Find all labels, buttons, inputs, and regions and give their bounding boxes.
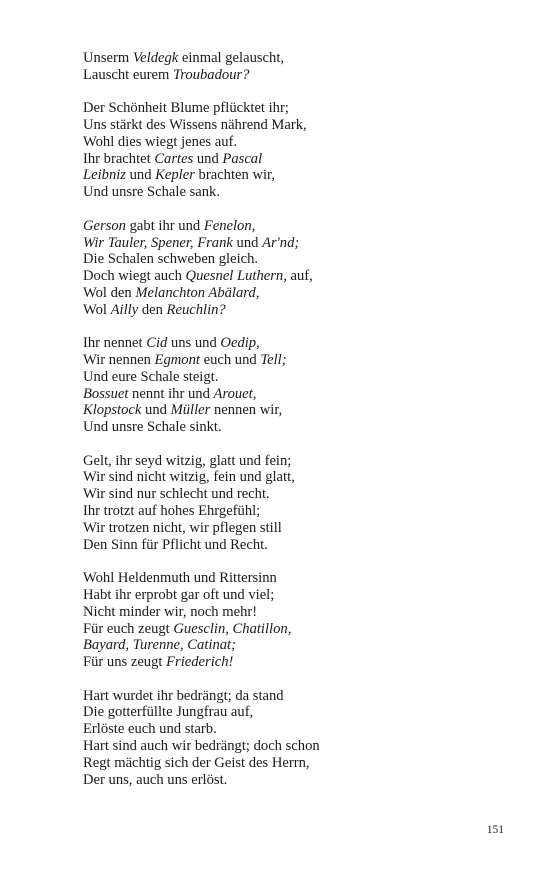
line-text: Wol den: [83, 284, 136, 301]
poem-line: [83, 402, 523, 419]
italic-text: Oedip,: [220, 335, 260, 352]
line-text: Ihr trotzt auf hohes Ehrgefühl;: [83, 503, 261, 520]
italic-text: Leibniz: [83, 167, 126, 184]
stanza: [83, 100, 523, 201]
italic-text: Ar'nd;: [262, 234, 300, 251]
stanza: [83, 570, 523, 671]
poem-line: [83, 302, 523, 319]
line-text: Habt ihr erprobt gar oft und viel;: [83, 586, 275, 603]
line-text: und: [232, 234, 263, 251]
stanza: [83, 688, 523, 789]
italic-text: Melanchton Abälard,: [135, 284, 260, 301]
line-text: und: [141, 402, 171, 419]
poem-line: [83, 704, 523, 721]
line-text: Wol: [83, 301, 111, 318]
poem: [83, 50, 523, 805]
poem-line: [83, 67, 523, 84]
italic-text: Quesnel Luthern,: [185, 268, 287, 285]
poem-line: [83, 218, 523, 235]
poem-line: [83, 285, 523, 302]
italic-text: Klopstock: [83, 402, 142, 419]
poem-line: [83, 235, 523, 252]
poem-line: [83, 386, 523, 403]
line-text: Wohl Heldenmuth und Rittersinn: [83, 570, 277, 587]
line-text: Wir sind nur schlecht und recht.: [83, 486, 270, 503]
poem-line: [83, 352, 523, 369]
italic-text: Wir Tauler, Spener, Frank: [83, 234, 233, 251]
line-text: Wir nennen: [83, 352, 155, 369]
poem-line: [83, 688, 523, 705]
line-text: Wohl dies wiegt jenes auf.: [83, 133, 238, 150]
line-text: Und eure Schale steigt.: [83, 368, 219, 385]
line-text: Und unsre Schale sinkt.: [83, 419, 222, 436]
poem-line: [83, 469, 523, 486]
italic-text: Bayard, Turenne, Catinat;: [83, 637, 236, 654]
line-text: brachten wir,: [194, 167, 275, 184]
line-text: und: [193, 150, 223, 167]
poem-line: [83, 520, 523, 537]
stanza: [83, 218, 523, 319]
italic-text: Veldegk: [132, 50, 179, 66]
italic-text: Guesclin, Chatillon,: [173, 620, 292, 637]
poem-line: [83, 453, 523, 470]
line-text: euch und: [199, 352, 261, 369]
italic-text: Cid: [146, 335, 168, 352]
italic-text: Pascal: [222, 150, 263, 167]
line-text: Der Schönheit Blume pflücktet ihr;: [83, 100, 289, 117]
line-text: den: [138, 301, 167, 318]
line-text: Wir sind nicht witzig, fein und glatt,: [83, 469, 295, 486]
stanza: [83, 50, 523, 84]
poem-line: [83, 50, 523, 67]
italic-text: Gerson: [83, 217, 126, 234]
italic-text: Arouet,: [213, 385, 257, 402]
line-text: Regt mächtig sich der Geist des Herrn,: [83, 754, 310, 771]
italic-text: Bossuet: [83, 385, 129, 402]
italic-text: Fenelon,: [203, 217, 256, 234]
line-text: Die Schalen schweben gleich.: [83, 251, 259, 268]
poem-line: [83, 117, 523, 134]
poem-line: [83, 637, 523, 654]
line-text: Unserm: [83, 50, 133, 66]
line-text: Lauscht eurem: [83, 66, 173, 83]
poem-line: [83, 537, 523, 554]
line-text: Für uns zeugt: [83, 654, 167, 671]
line-text: uns und: [167, 335, 221, 352]
poem-line: [83, 721, 523, 738]
line-text: Der uns, auch uns erlöst.: [83, 771, 228, 788]
line-text: Hart wurdet ihr bedrängt; da stand: [83, 687, 284, 704]
poem-line: [83, 151, 523, 168]
line-text: Und unsre Schale sank.: [83, 184, 220, 201]
line-text: Gelt, ihr seyd witzig, glatt und fein;: [83, 452, 292, 469]
poem-line: [83, 268, 523, 285]
italic-text: Kepler: [155, 167, 195, 184]
italic-text: Müller: [170, 402, 211, 419]
page-number: 151: [486, 824, 504, 836]
line-text: Die gotterfüllte Jungfrau auf,: [83, 704, 254, 721]
poem-line: [83, 738, 523, 755]
italic-text: Tell;: [260, 352, 287, 369]
poem-line: [83, 167, 523, 184]
line-text: Uns stärkt des Wissens nährend Mark,: [83, 117, 307, 134]
italic-text: Troubadour?: [172, 66, 250, 83]
line-text: Doch wiegt auch: [83, 268, 186, 285]
line-text: auf,: [286, 268, 313, 285]
line-text: Erlöste euch und starb.: [83, 721, 217, 738]
poem-line: [83, 134, 523, 151]
line-text: Für euch zeugt: [83, 620, 174, 637]
poem-line: [83, 503, 523, 520]
italic-text: Reuchlin?: [166, 301, 226, 318]
line-text: nennt ihr und: [128, 385, 214, 402]
poem-line: [83, 100, 523, 117]
line-text: gabt ihr und: [125, 217, 204, 234]
poem-line: [83, 570, 523, 587]
poem-line: [83, 755, 523, 772]
italic-text: Cartes: [154, 150, 194, 167]
poem-line: [83, 335, 523, 352]
poem-line: [83, 184, 523, 201]
poem-line: [83, 369, 523, 386]
line-text: Nicht minder wir, noch mehr!: [83, 603, 258, 620]
line-text: Ihr brachtet: [83, 150, 155, 167]
italic-text: Ailly: [110, 301, 139, 318]
poem-line: [83, 419, 523, 436]
poem-line: [83, 486, 523, 503]
italic-text: Friederich!: [166, 654, 234, 671]
line-text: Ihr nennet: [83, 335, 147, 352]
italic-text: Egmont: [154, 352, 200, 369]
poem-line: [83, 621, 523, 638]
line-text: und: [125, 167, 156, 184]
poem-line: [83, 587, 523, 604]
line-text: einmal gelauscht,: [178, 50, 285, 66]
line-text: Den Sinn für Pflicht und Recht.: [83, 536, 268, 553]
poem-line: [83, 251, 523, 268]
poem-line: [83, 772, 523, 789]
line-text: Hart sind auch wir bedrängt; doch schon: [83, 738, 320, 755]
stanza: [83, 335, 523, 436]
line-text: nennen wir,: [210, 402, 283, 419]
poem-line: [83, 654, 523, 671]
poem-line: [83, 604, 523, 621]
line-text: Wir trotzen nicht, wir pflegen still: [83, 519, 282, 536]
stanza: [83, 453, 523, 554]
